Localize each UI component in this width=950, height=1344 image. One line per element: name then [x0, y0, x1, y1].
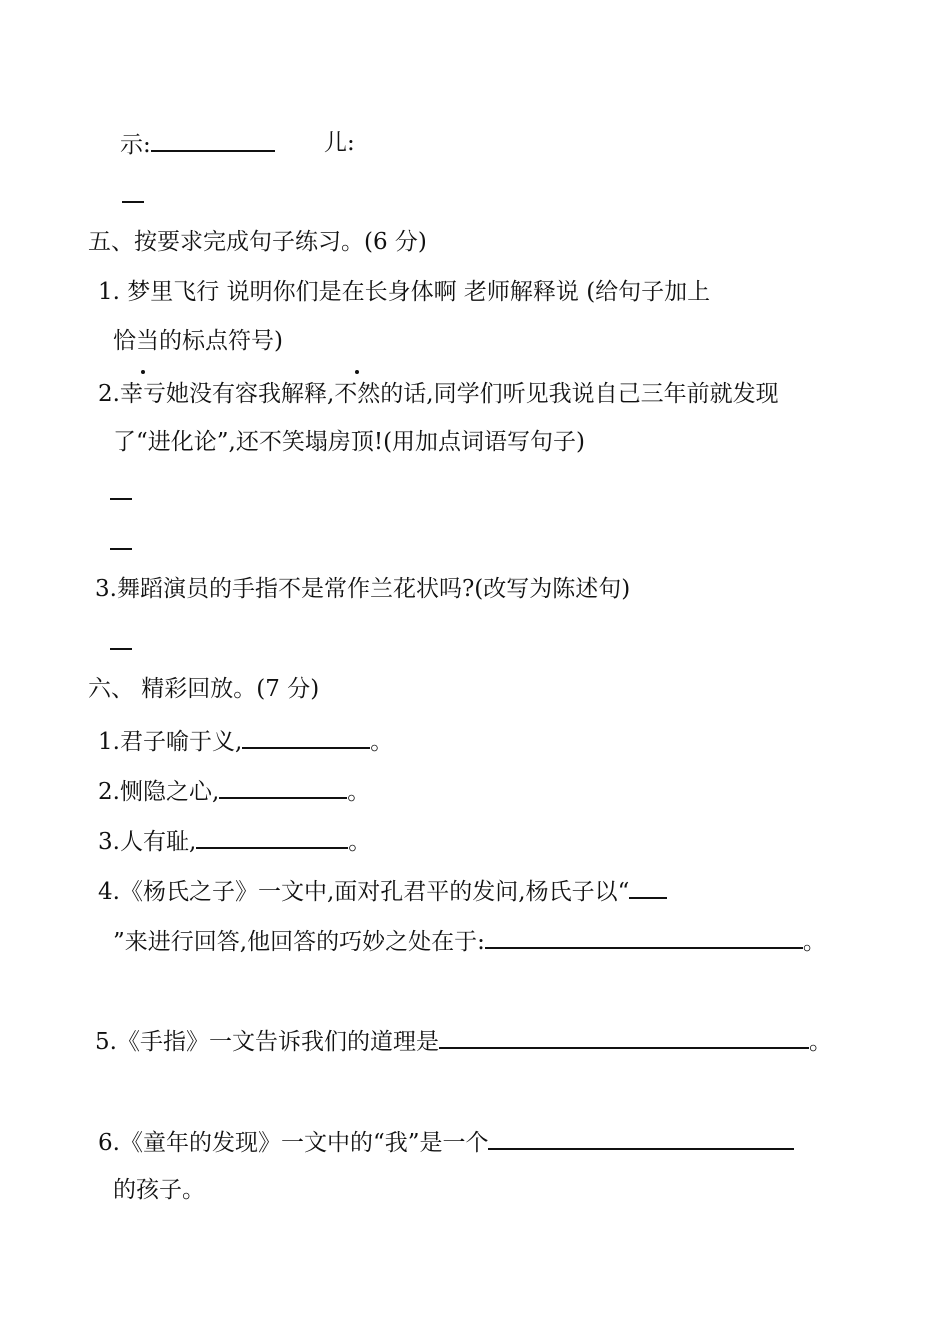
s6-q1-answer-blank[interactable]: [242, 725, 370, 749]
s5-q2-text-mid: 她没有容我解释,: [165, 381, 335, 407]
s6-q3-end: 。: [348, 829, 372, 855]
s5-question-1-line1: 1. 梦里飞行 说明你们是在长身体啊 老师解释说 (给句子加上: [98, 279, 711, 305]
shi-label: 示:: [120, 132, 151, 158]
s6-q3-text: 3.人有耻,: [98, 829, 197, 855]
s6-question-4-line2: [113, 925, 826, 957]
s6-q6-answer-blank[interactable]: [488, 1126, 794, 1150]
s5-question-2-line1: [98, 379, 779, 409]
s6-question-1: [98, 725, 393, 757]
s6-question-2: [98, 775, 370, 807]
answer-line-short[interactable]: [110, 548, 132, 550]
s6-q4-answer-blank-2[interactable]: [485, 925, 803, 949]
s6-q6-text: 6.《童年的发现》一文中的“我”是一个: [98, 1130, 489, 1156]
s6-q5-text: 5.《手指》一文告诉我们的道理是: [95, 1029, 439, 1055]
s6-q2-end: 。: [347, 779, 371, 805]
shi-answer-blank[interactable]: [151, 128, 275, 152]
s5-question-2-line2: 了“进化论”,还不笑塌房顶!(用加点词语写句子): [113, 429, 586, 455]
emphasis-word-xingkui: 幸亏: [119, 381, 166, 407]
answer-line-short[interactable]: [122, 201, 144, 203]
s6-question-3: [98, 825, 371, 857]
s6-q2-answer-blank[interactable]: [219, 775, 347, 799]
s5-q2-text-rest: 的话,同学们听见我说自己三年前就发现: [380, 381, 779, 407]
s6-q4-text-2: ”来进行回答,他回答的巧妙之处在于:: [113, 929, 485, 955]
s6-q2-text: 2.恻隐之心,: [98, 779, 220, 805]
s6-q1-text: 1.君子喻于义,: [98, 729, 243, 755]
answer-line-short[interactable]: [110, 498, 132, 500]
s6-question-5: [95, 1025, 832, 1057]
s6-question-4-line1: [98, 875, 667, 907]
s6-q4-answer-blank-1[interactable]: [629, 875, 667, 899]
s6-question-6-line2: 的孩子。: [113, 1177, 205, 1203]
s5-question-1-line2: 恰当的标点符号): [113, 328, 283, 354]
section-5-heading: 五、按要求完成句子练习。(6 分): [88, 229, 427, 255]
s6-q4-text: 4.《杨氏之子》一文中,面对孔君平的发问,杨氏子以“: [98, 879, 630, 905]
er-label: 儿:: [324, 130, 355, 156]
s6-question-6-line1: [98, 1126, 794, 1158]
s6-q4-end: 。: [802, 929, 826, 955]
s5-question-3: 3.舞蹈演员的手指不是常作兰花状吗?(改写为陈述句): [95, 576, 631, 602]
s6-q5-answer-blank[interactable]: [439, 1025, 809, 1049]
section-6-heading: 六、 精彩回放。(7 分): [88, 676, 320, 702]
s6-q3-answer-blank[interactable]: [196, 825, 348, 849]
shi-field: [120, 128, 275, 160]
s6-q1-end: 。: [370, 729, 394, 755]
emphasis-word-buran: 不然: [334, 381, 381, 407]
s6-q5-end: 。: [808, 1029, 832, 1055]
answer-line-short[interactable]: [110, 648, 132, 650]
s5-q2-number: 2.: [98, 381, 120, 407]
